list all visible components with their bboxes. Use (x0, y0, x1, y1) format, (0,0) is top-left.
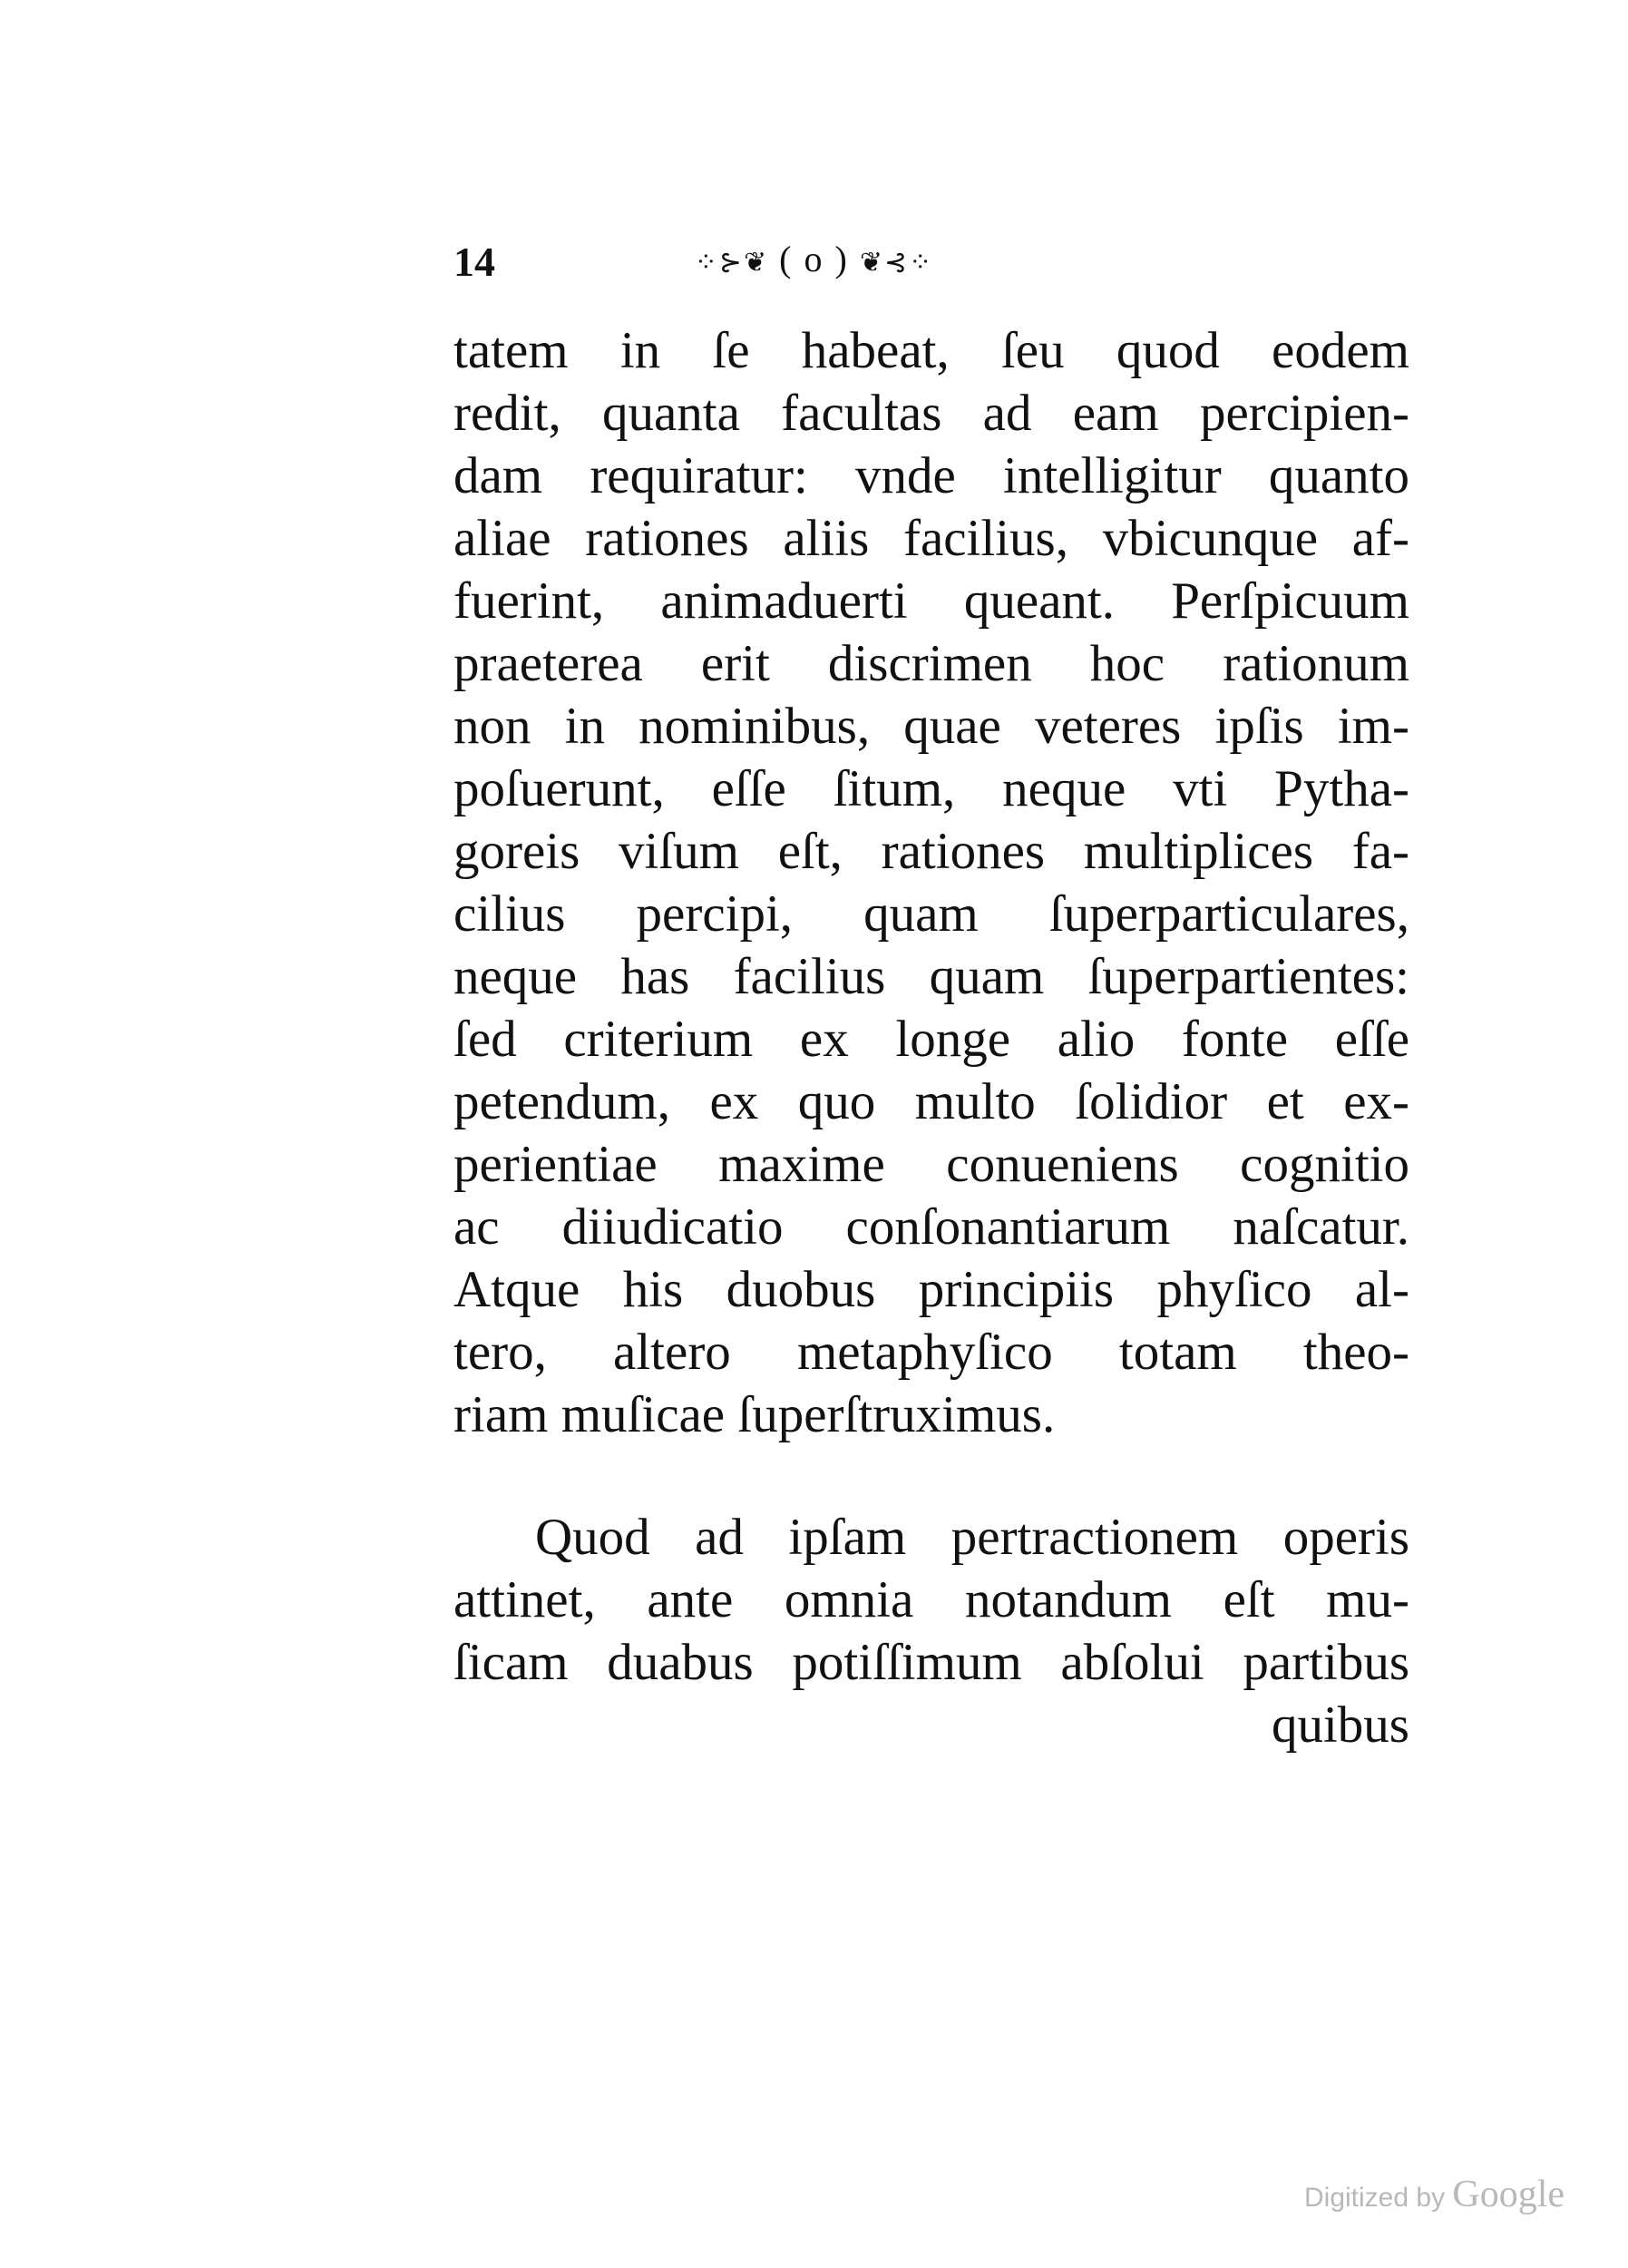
text-line: ac diiudicatio conſonantiarum naſcatur. (453, 1198, 1409, 1256)
text-line: perientiae maxime conueniens cognitio (453, 1136, 1409, 1193)
text-line: aliae rationes aliis facilius, vbicunque af- (453, 510, 1409, 567)
text-line: praeterea erit discrimen hoc rationum (453, 635, 1409, 692)
paragraph-2 (453, 1506, 1409, 1756)
watermark-prefix: Digitized by (1304, 2183, 1446, 2213)
text-line: Atque his duobus principiis phyſico al- (453, 1261, 1409, 1318)
text-line: cilius percipi, quam ſuperparticulares, (453, 885, 1409, 943)
text-line: ſed criterium ex longe alio fonte eſſe (453, 1011, 1409, 1068)
text-line: fuerint, animaduerti queant. Perſpicuum (453, 572, 1409, 630)
ornament-right-icon: ❦⊰⁘ (859, 248, 934, 278)
text-line: petendum, ex quo multo ſolidior et ex- (453, 1073, 1409, 1130)
running-title: ( o ) (779, 239, 849, 279)
paragraph-1 (453, 319, 1409, 1446)
text-line: riam muſicae ſuperſtruximus. (453, 1386, 1056, 1443)
page-number: 14 (453, 239, 495, 285)
text-line: poſuerunt, eſſe ſitum, neque vti Pytha- (453, 760, 1409, 817)
text-line: ſicam duabus potiſſimum abſolui partibus (453, 1634, 1409, 1691)
text-line: attinet, ante omnia notandum eſt mu- (453, 1571, 1409, 1628)
text-line: goreis viſum eſt, rationes multiplices fa- (453, 823, 1409, 880)
catchword: quibus (1271, 1696, 1409, 1754)
text-line: redit, quanta facultas ad eam percipien- (453, 385, 1409, 442)
text-line: neque has facilius quam ſuperpartientes: (453, 948, 1409, 1005)
watermark-brand: Google (1452, 2174, 1565, 2215)
running-header (0, 238, 1628, 280)
ornament-left-icon: ⁘⊱❦ (694, 248, 769, 278)
text-line: non in nominibus, quae veteres ipſis im- (453, 698, 1409, 755)
text-line: dam requiratur: vnde intelligitur quanto (453, 447, 1409, 504)
digitized-by-google-watermark (1304, 2173, 1565, 2216)
text-line: Quod ad ipſam pertractionem operis (535, 1509, 1409, 1566)
text-line: tatem in ſe habeat, ſeu quod eodem (453, 322, 1409, 379)
text-line: tero, altero metaphyſico totam theo- (453, 1324, 1409, 1381)
